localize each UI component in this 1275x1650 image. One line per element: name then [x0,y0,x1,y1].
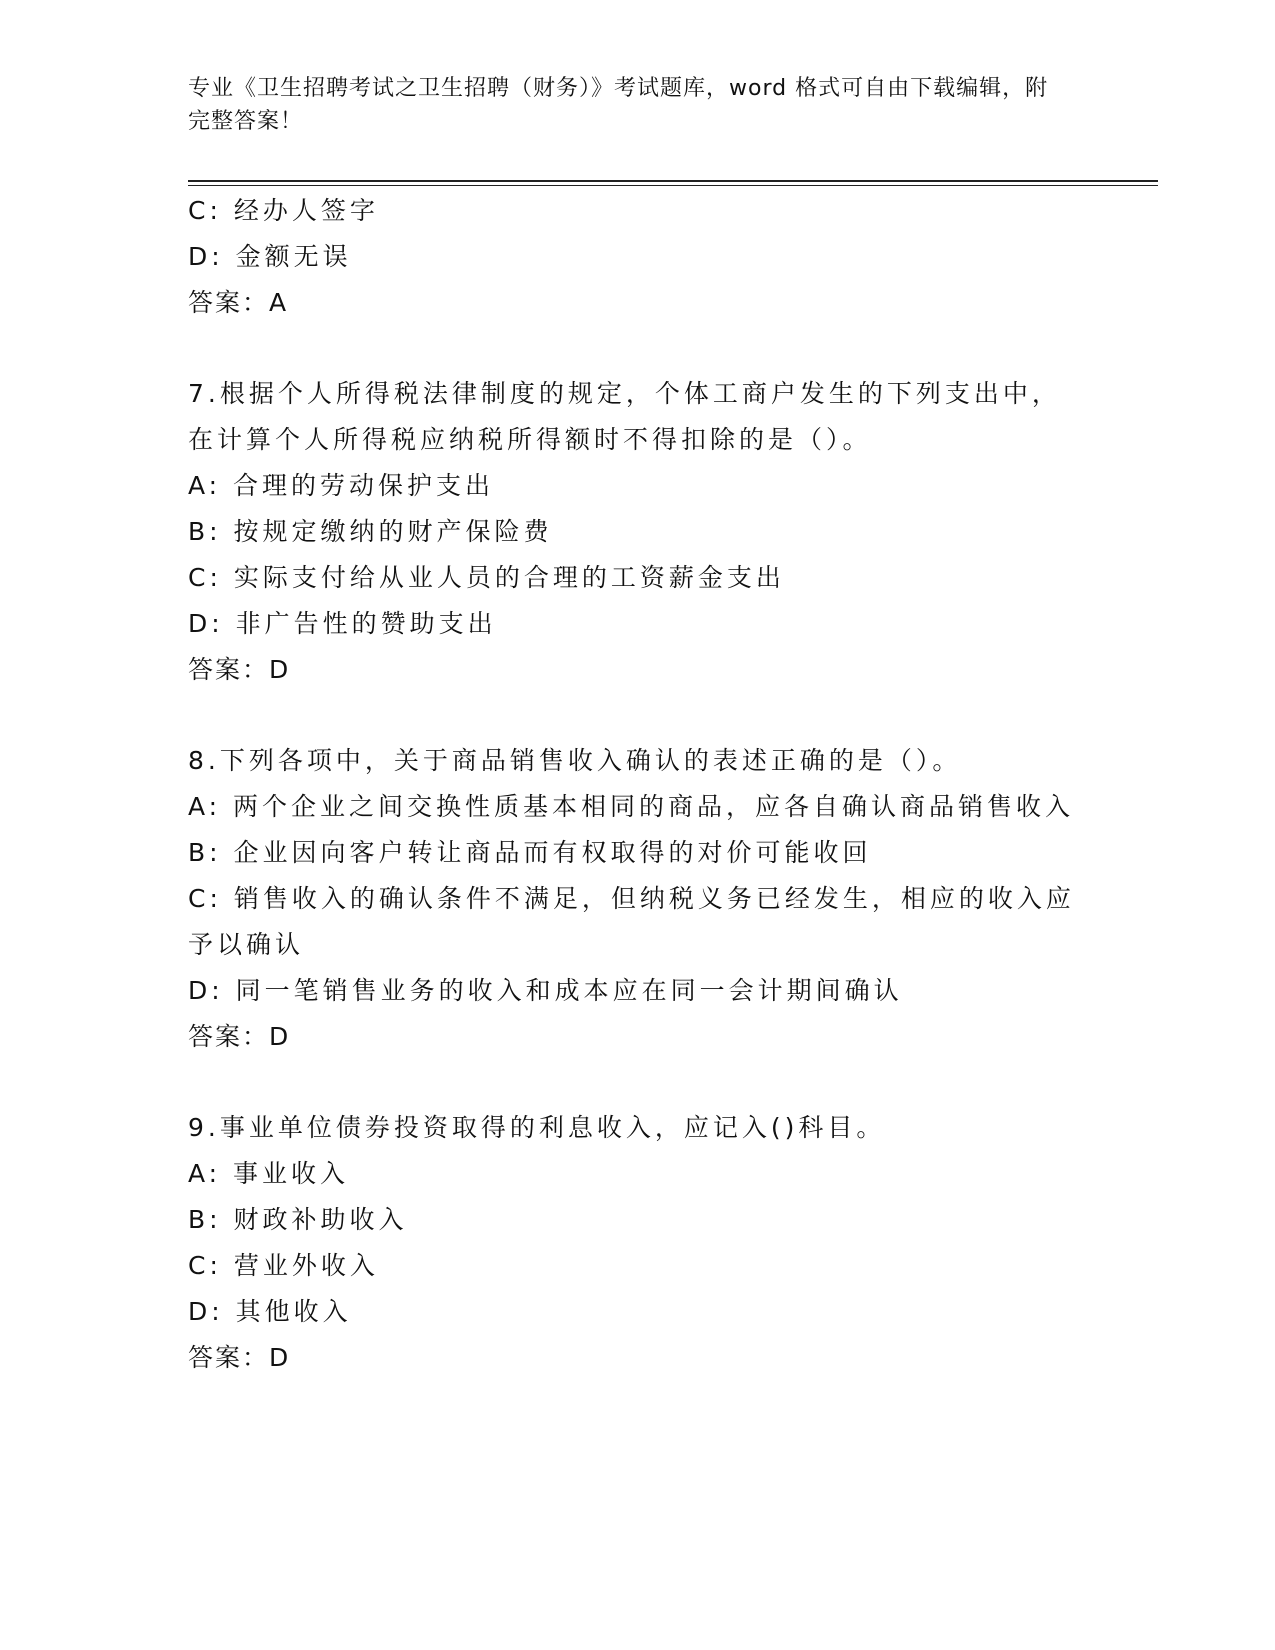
option-c: C: 经办人签字 [188,196,379,225]
spacer [188,326,1088,371]
option-d: D: 非广告性的赞助支出 [188,609,497,638]
option-b: B: 财政补助收入 [188,1205,408,1234]
spacer [188,693,1088,738]
question-7 [188,371,1088,693]
answer: 答案：D [188,1022,291,1051]
question-9 [188,1105,1088,1381]
option-b: B: 企业因向客户转让商品而有权取得的对价可能收回 [188,838,872,867]
question-stem: 7.根据个人所得税法律制度的规定，个体工商户发生的下列支出中，在计算个人所得税应纳税所得额时不得扣除的是（）。 [188,379,1061,454]
option-a: A: 事业收入 [188,1159,350,1188]
option-c: C: 实际支付给从业人员的合理的工资薪金支出 [188,563,785,592]
answer: 答案：D [188,1343,291,1372]
option-d: D: 其他收入 [188,1297,352,1326]
option-a: A: 两个企业之间交换性质基本相同的商品，应各自确认商品销售收入 [188,792,1075,821]
question-stem: 8.下列各项中，关于商品销售收入确认的表述正确的是（）。 [188,746,962,775]
document-body [188,188,1088,1381]
header-divider-top [188,180,1158,182]
answer: 答案：D [188,655,291,684]
option-d: D: 同一笔销售业务的收入和成本应在同一会计期间确认 [188,976,903,1005]
option-b: B: 按规定缴纳的财产保险费 [188,517,553,546]
option-a: A: 合理的劳动保护支出 [188,471,495,500]
spacer [188,1060,1088,1105]
answer: 答案：A [188,288,289,317]
question-stem: 9.事业单位债券投资取得的利息收入，应记入()科目。 [188,1113,886,1142]
document-header: 专业《卫生招聘考试之卫生招聘（财务）》考试题库，word 格式可自由下载编辑，附完整答案！ [188,76,1049,134]
option-d: D: 金额无误 [188,242,352,271]
question-6-tail [188,188,1088,326]
option-c: C: 销售收入的确认条件不满足，但纳税义务已经发生，相应的收入应予以确认 [188,884,1075,959]
question-8 [188,738,1088,1060]
header-divider-bottom [188,185,1158,186]
option-c: C: 营业外收入 [188,1251,379,1280]
